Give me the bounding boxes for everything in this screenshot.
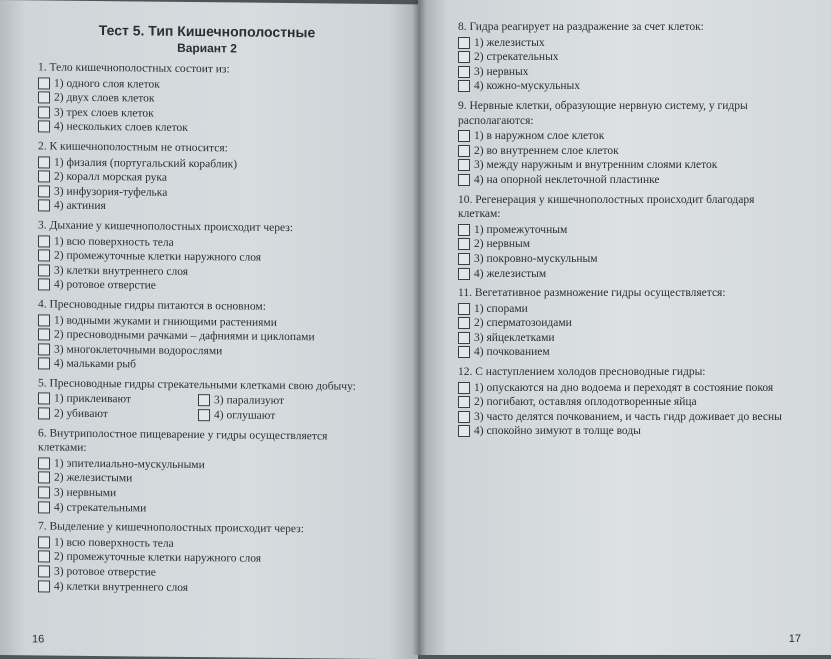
answer-option[interactable] [198,394,358,410]
question-text: 4. Пресноводные гидры питаются в основном: [38,298,266,313]
question-text: 12. С наступлением холодов пресноводные гидры: [458,366,706,379]
answer-option[interactable] [38,278,376,296]
answer-option[interactable] [458,36,796,51]
checkbox[interactable] [38,407,50,419]
answer-option[interactable] [458,223,796,238]
question-9 [458,99,796,188]
answer-option[interactable] [38,357,376,375]
checkbox[interactable] [38,264,50,276]
question-text: 1. Тело кишечнополостных состоит из: [38,61,230,76]
question-4 [38,297,376,375]
option-label: 3) нервных [474,65,529,78]
option-label: 2) нервным [474,238,531,251]
answer-option[interactable] [38,199,376,217]
option-label: 1) эпителиально-мускульными [54,457,205,471]
answer-option[interactable] [458,267,796,282]
checkbox[interactable] [458,332,470,344]
checkbox[interactable] [38,250,50,262]
answer-option[interactable] [198,408,358,424]
option-label: 4) спокойно зимуют в толще воды [474,425,641,438]
book-gutter-shadow [412,0,426,655]
answer-option[interactable] [458,237,796,252]
option-label: 2) сперматозоидами [474,317,572,330]
checkbox[interactable] [458,346,470,358]
question-3 [38,218,376,296]
answer-option[interactable] [458,173,796,188]
checkbox[interactable] [458,159,470,171]
variant-label: Вариант 2 [177,40,237,56]
checkbox[interactable] [38,472,50,484]
option-label: 2) промежуточные клетки наружного слоя [54,249,262,264]
option-label: 1) всю поверхность тела [54,235,174,249]
checkbox[interactable] [38,565,50,577]
checkbox[interactable] [38,457,50,469]
option-label: 2) промежуточные клетки наружного слоя [54,550,262,566]
question-text: 6. Внутриполостное пищеварение у гидры осуществляется клетками: [38,427,328,455]
question-11 [458,286,796,360]
question-text: 9. Нервные клетки, образующие нервную систему, у гидры располагаются: [458,99,748,127]
question-12 [458,365,796,439]
option-label: 1) одного слоя клеток [54,77,160,91]
checkbox[interactable] [458,37,470,49]
checkbox[interactable] [38,536,50,548]
question-5 [38,376,376,424]
option-label: 4) нескольких слоев клеток [54,120,188,135]
checkbox[interactable] [458,224,470,236]
checkbox[interactable] [38,486,50,498]
option-label: 2) железистыми [54,472,133,485]
checkbox[interactable] [38,235,50,247]
checkbox[interactable] [38,185,50,197]
checkbox[interactable] [458,411,470,423]
answer-option[interactable] [458,345,796,360]
checkbox[interactable] [38,121,50,133]
answer-option[interactable] [458,129,796,144]
answer-option[interactable] [38,579,376,597]
checkbox[interactable] [38,314,50,326]
question-text: 5. Пресноводные гидры стрекательными клетками свою добычу: [38,377,356,393]
checkbox[interactable] [38,200,50,212]
question-text: 10. Регенерация у кишечнополостных происходит благодаря клеткам: [458,193,755,221]
checkbox[interactable] [38,393,50,405]
answer-option[interactable] [458,252,796,267]
option-label: 2) пресноводными рачками – дафниями и циклопами [54,328,315,344]
checkbox[interactable] [198,409,210,421]
checkbox[interactable] [38,106,50,118]
answer-option[interactable] [458,316,796,331]
answer-option[interactable] [458,144,796,159]
question-6 [38,426,376,518]
checkbox[interactable] [458,66,470,78]
option-label: 2) погибают, оставляя оплодотворенные яйца [474,396,697,409]
answer-option[interactable] [458,158,796,173]
checkbox[interactable] [458,253,470,265]
option-label: 4) почкованием [474,346,550,359]
checkbox[interactable] [38,358,50,370]
option-label: 2) во внутреннем слое клеток [474,144,619,157]
answer-option[interactable] [38,120,376,138]
checkbox[interactable] [38,279,50,291]
option-label: 2) коралл морская рука [54,170,167,184]
question-2 [38,139,376,217]
checkbox[interactable] [458,51,470,63]
question-text: 2. К кишечнополостным не относится: [38,140,228,155]
option-label: 1) всю поверхность тела [54,536,174,550]
checkbox[interactable] [38,156,50,168]
answer-option[interactable] [458,381,796,396]
option-label: 4) актиния [54,199,106,213]
option-label: 3) инфузория-туфелька [54,185,168,199]
option-label: 3) трех слоев клеток [54,106,154,120]
checkbox[interactable] [458,174,470,186]
question-7 [38,520,376,598]
answer-option[interactable] [458,79,796,94]
option-label: 3) яйцеклетками [474,331,555,344]
test-title: Тест 5. Тип Кишечнополостные [98,22,316,41]
checkbox[interactable] [38,77,50,89]
page-number-left: 16 [32,633,45,646]
answer-option[interactable] [38,500,376,518]
option-label: 1) физалия (португальский кораблик) [54,156,238,171]
checkbox[interactable] [458,317,470,329]
right-page [418,0,831,655]
option-label: 2) двух слоев клеток [54,91,155,105]
option-label: 3) многоклеточными водорослями [54,343,223,358]
option-label: 4) кожно-мускульных [474,80,581,93]
option-label: 1) промежуточным [474,223,568,236]
answer-option[interactable] [458,410,796,425]
option-label: 1) спорами [474,302,528,315]
question-text: 11. Вегетативное размножение гидры осуществляется: [458,287,726,300]
checkbox[interactable] [38,343,50,355]
answer-option[interactable] [458,331,796,346]
option-label: 3) парализуют [214,394,285,408]
question-1 [38,60,376,138]
question-text: 8. Гидра реагирует на раздражение за счет клеток: [458,21,704,33]
page-number-right: 17 [788,633,801,645]
checkbox[interactable] [458,382,470,394]
right-page-content [458,20,796,444]
checkbox[interactable] [38,171,50,183]
option-label: 1) водными жуками и гниющими растениями [54,314,277,329]
question-text: 3. Дыхание у кишечнополостных происходит через: [38,219,293,235]
checkbox[interactable] [38,580,50,592]
checkbox[interactable] [38,92,50,104]
question-10 [458,193,796,282]
checkbox[interactable] [198,395,210,407]
option-label: 3) нервными [54,486,117,500]
answer-option[interactable] [458,65,796,80]
checkbox[interactable] [38,328,50,340]
option-label: 3) между наружным и внутренним слоями клеток [474,159,718,172]
option-label: 3) часто делятся почкованием, и часть гидр доживает до весны [474,410,782,423]
question-text: 7. Выделение у кишечнополостных происходит через: [38,520,304,536]
checkbox[interactable] [458,303,470,315]
option-label: 1) в наружном слое клеток [474,130,605,143]
option-label: 1) приклеивают [54,393,131,406]
question-8 [458,20,796,94]
two-column-options [38,392,376,425]
checkbox[interactable] [458,268,470,280]
checkbox[interactable] [458,396,470,408]
checkbox[interactable] [458,80,470,92]
answer-option[interactable] [38,406,198,422]
option-label: 2) стрекательных [474,51,559,64]
checkbox[interactable] [38,551,50,563]
option-label: 3) покровно-мускульным [474,252,598,265]
checkbox[interactable] [458,130,470,142]
option-label: 4) железистым [474,267,547,280]
checkbox[interactable] [458,145,470,157]
checkbox[interactable] [38,501,50,513]
option-label: 4) на опорной неклеточной пластинке [474,173,660,186]
checkbox[interactable] [458,425,470,437]
answer-option[interactable] [458,50,796,65]
answer-option[interactable] [38,392,198,408]
option-label: 1) опускаются на дно водоема и переходят в состояние покоя [474,381,774,394]
option-label: 4) ротовое отверстие [54,278,156,292]
option-label: 4) оглушают [214,409,276,422]
checkbox[interactable] [458,238,470,250]
option-label: 4) мальками рыб [54,357,136,371]
option-label: 1) железистых [474,36,545,49]
answer-option[interactable] [458,424,796,439]
option-label: 2) убивают [54,407,108,421]
answer-option[interactable] [458,302,796,317]
option-label: 4) клетки внутреннего слоя [54,580,189,594]
left-page-content [38,20,376,602]
option-label: 4) стрекательными [54,501,147,515]
option-label: 3) клетки внутреннего слоя [54,264,189,278]
option-label: 3) ротовое отверстие [54,565,156,579]
answer-option[interactable] [458,395,796,410]
